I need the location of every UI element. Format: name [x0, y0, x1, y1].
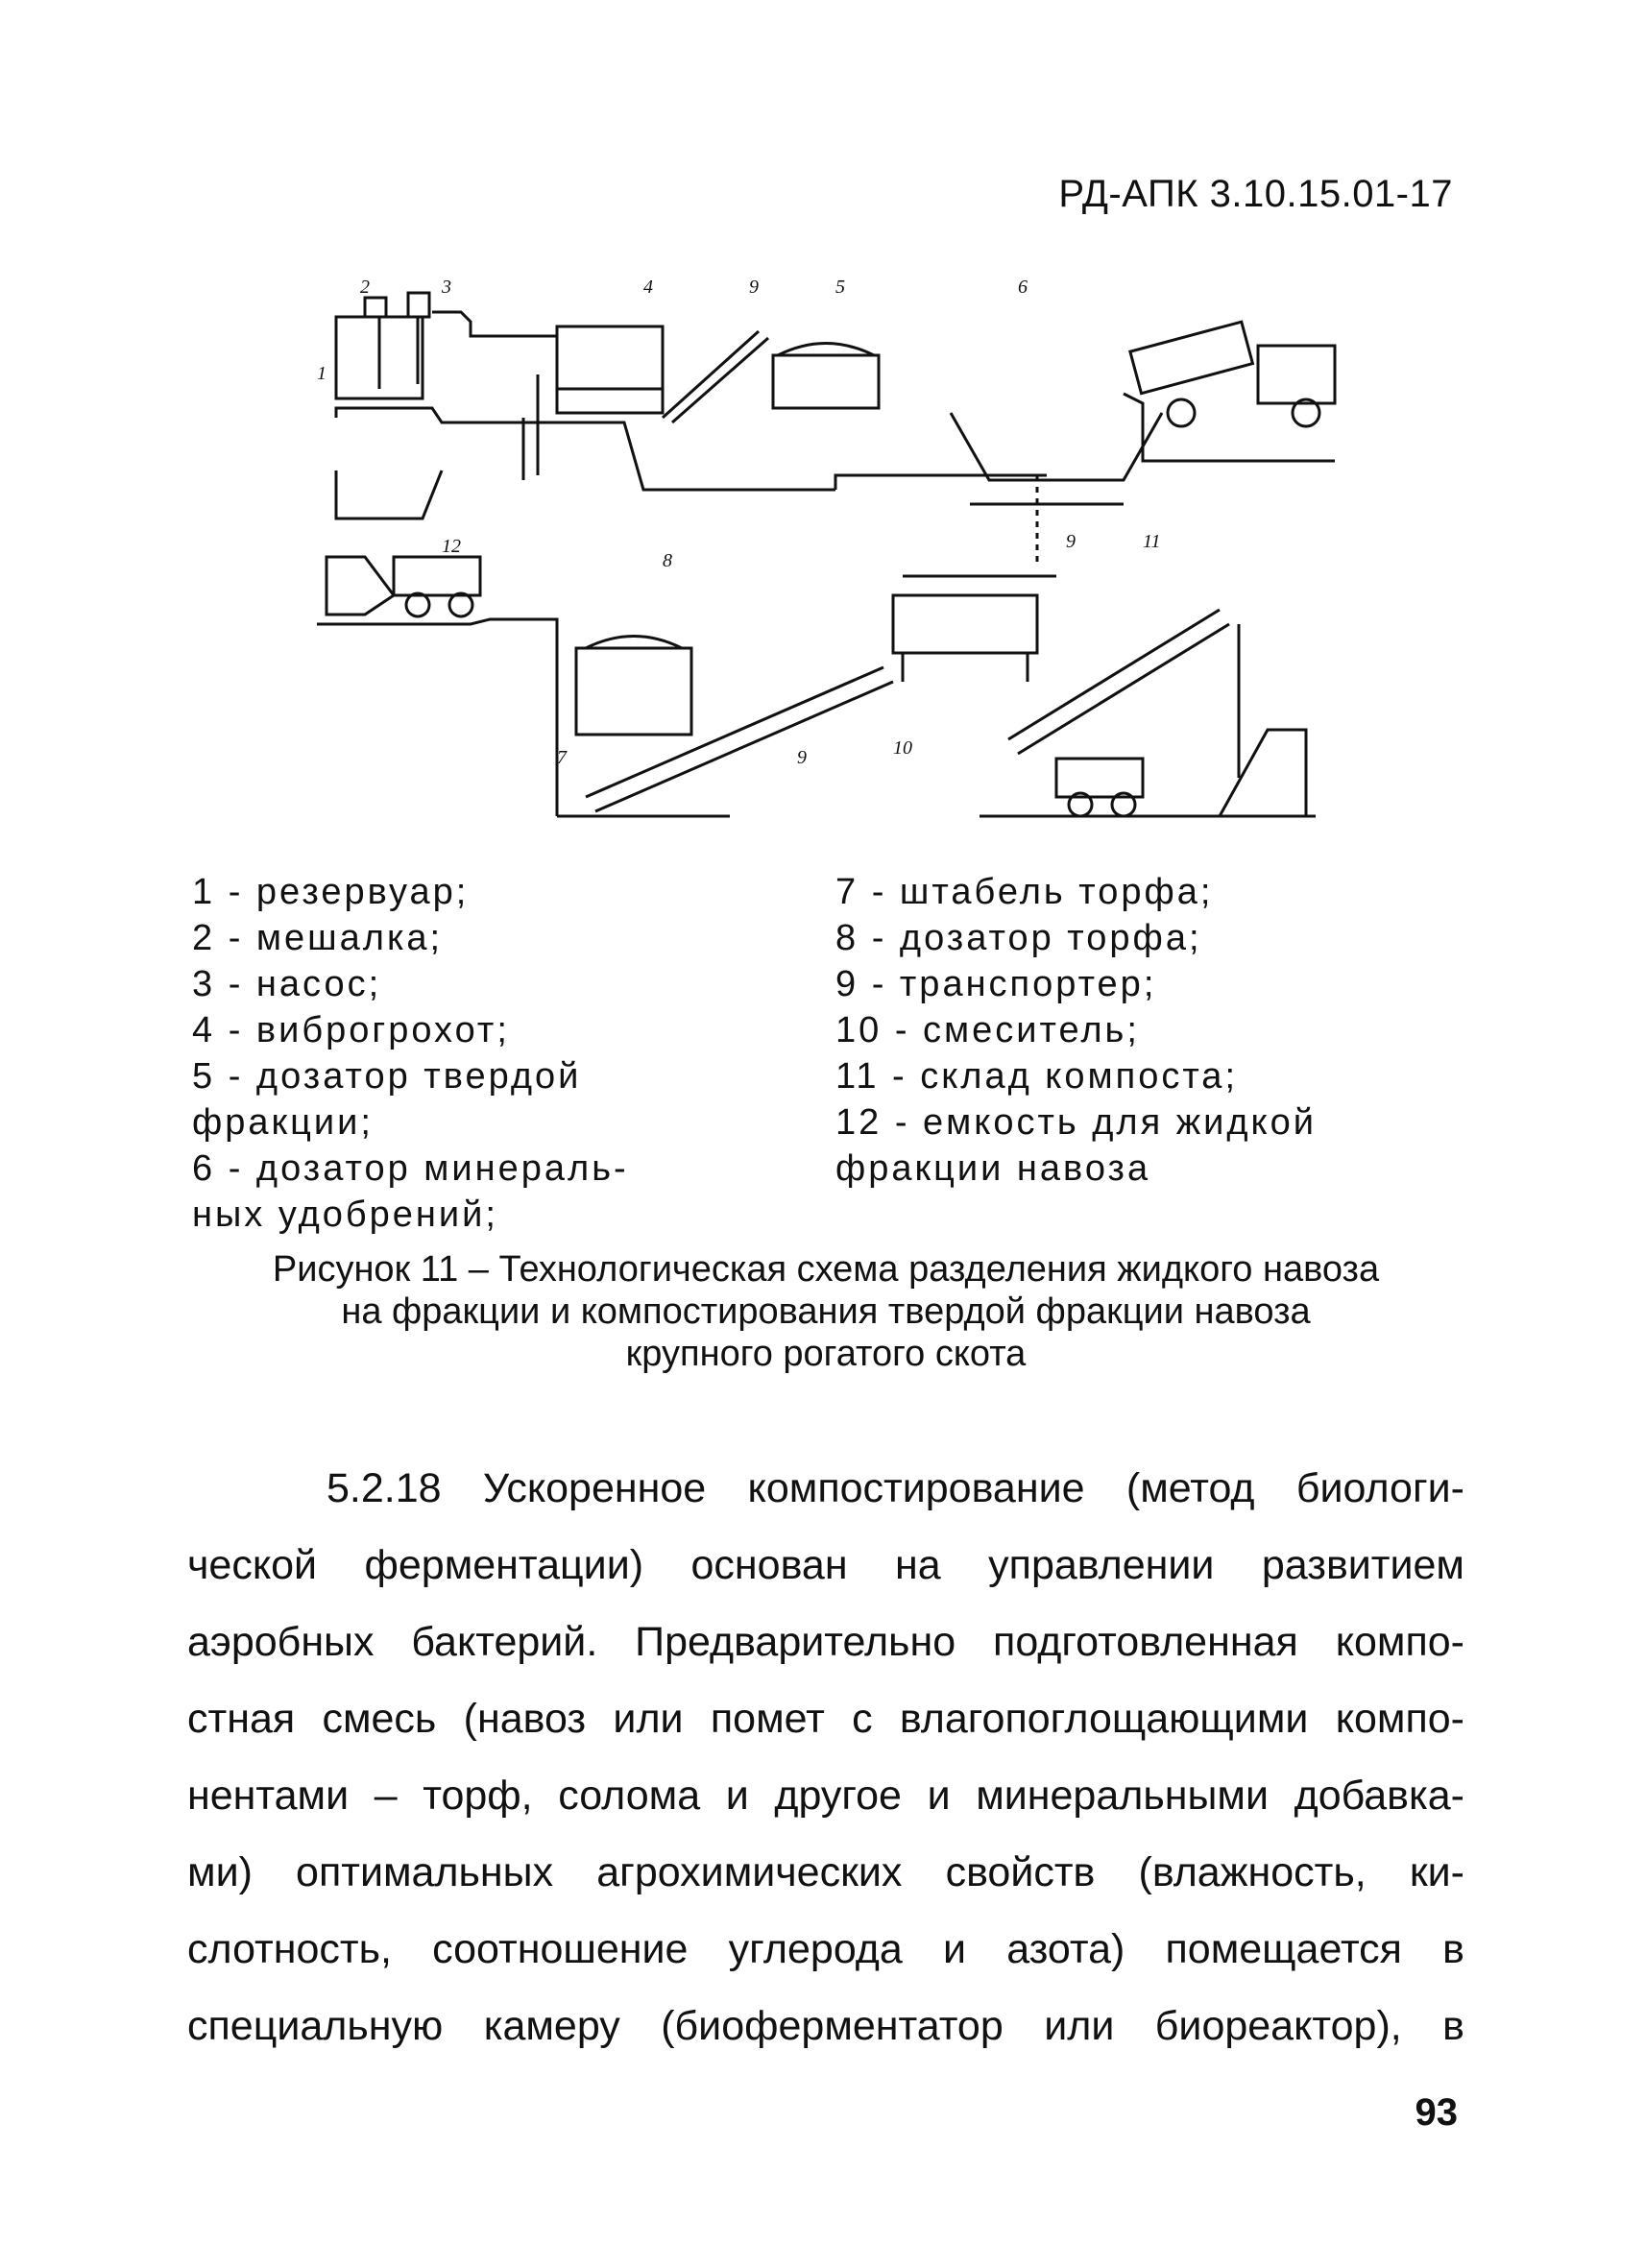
legend-item: 6 - дозатор минераль-: [192, 1148, 629, 1189]
callout-label: 2: [360, 278, 370, 298]
peat-stack-7: [327, 557, 394, 615]
callout-label: 9: [797, 747, 807, 768]
callout-label: 9: [1066, 531, 1076, 552]
callout-label: 12: [442, 536, 461, 557]
legend-item: 5 - дозатор твердой: [192, 1056, 582, 1097]
conveyor-9-right: [1008, 610, 1220, 739]
dump-truck-cab: [1258, 346, 1335, 403]
caption-line: Рисунок 11 – Технологическая схема разделения жидкого навоза: [272, 1249, 1380, 1290]
upper-ground-line: [336, 408, 835, 490]
body-paragraph: [187, 1450, 1464, 2064]
legend-item: 8 - дозатор торфа;: [835, 918, 1202, 958]
legend-item: фракции навоза: [835, 1148, 1151, 1189]
legend-item: 1 - резервуар;: [192, 872, 470, 912]
mixer-2-motor: [365, 298, 386, 317]
paragraph-line: стная смесь (навоз или помет с влагопоглощающими компо-: [187, 1696, 1464, 1742]
legend-item: 2 - мешалка;: [192, 918, 444, 958]
technological-scheme-figure: [298, 278, 1373, 835]
mineral-fertilizer-doser-6: [951, 413, 1162, 480]
callout-label: 5: [835, 278, 845, 298]
legend-item: 11 - склад компоста;: [835, 1056, 1238, 1097]
page-number: 93: [1415, 2091, 1458, 2134]
liquid-fraction-tank-12: [336, 470, 442, 519]
callout-label: 8: [663, 550, 672, 571]
paragraph-line: 5.2.18 Ускоренное компостирование (метод биологи-: [327, 1465, 1464, 1511]
legend-item: фракции;: [192, 1102, 374, 1143]
callout-label: 1: [317, 363, 327, 384]
paragraph-line: ческой ферментации) основан на управлении развитием: [187, 1542, 1464, 1588]
truck-wheel: [1168, 399, 1195, 426]
pump-3-motor: [408, 293, 429, 317]
legend-item: 3 - насос;: [192, 964, 382, 1004]
legend-item: 10 - смеситель;: [835, 1010, 1140, 1050]
solid-fraction-doser-5: [773, 355, 879, 408]
legend-item: 7 - штабель торфа;: [835, 872, 1214, 912]
callout-label: 9: [749, 278, 759, 298]
callout-label: 7: [557, 747, 567, 768]
dump-truck-body: [1130, 322, 1253, 394]
callout-label: 3: [442, 278, 451, 298]
callout-label: 11: [1143, 531, 1161, 552]
callout-label: 6: [1018, 278, 1028, 298]
paragraph-line: специальную камеру (биоферментатор или биореактор), в: [187, 2003, 1464, 2049]
tractor-right: [1056, 759, 1143, 797]
callout-label: 10: [893, 737, 912, 759]
caption-line: на фракции и компостирования твердой фракции навоза: [341, 1291, 1311, 1332]
upper-middle-ground-line: [835, 475, 1047, 490]
legend-item: 9 - транспортер;: [835, 964, 1157, 1004]
tractor-left: [394, 557, 480, 595]
compost-store-11: [1220, 730, 1306, 816]
caption-line: крупного рогатого скота: [625, 1334, 1027, 1374]
paragraph-line: нентами – торф, солома и другое и минеральными добавка-: [187, 1773, 1464, 1819]
figure-caption: [154, 1248, 1498, 1375]
paragraph-line: слотность, соотношение углерода и азота) помещается в: [187, 1926, 1464, 1972]
conveyor-9-top: [663, 331, 759, 418]
mixer-10: [893, 595, 1037, 653]
vibro-screen-4: [557, 326, 663, 389]
legend-item: 12 - емкость для жидкой: [835, 1102, 1317, 1143]
legend-right-column: [835, 869, 1469, 1192]
paragraph-line: аэробных бактерий. Предварительно подготовленная компо-: [187, 1619, 1464, 1665]
paragraph-line: ми) оптимальных агрохимических свойств (влажность, ки-: [187, 1849, 1464, 1895]
legend-item: ных удобрений;: [192, 1194, 498, 1235]
peat-doser-8: [576, 648, 691, 735]
legend-left-column: [192, 869, 807, 1238]
conveyor-9-long: [586, 667, 883, 797]
document-code-header: РД-АПК 3.10.15.01-17: [1058, 173, 1453, 215]
callout-label: 4: [643, 278, 653, 298]
legend-item: 4 - виброгрохот;: [192, 1010, 510, 1050]
